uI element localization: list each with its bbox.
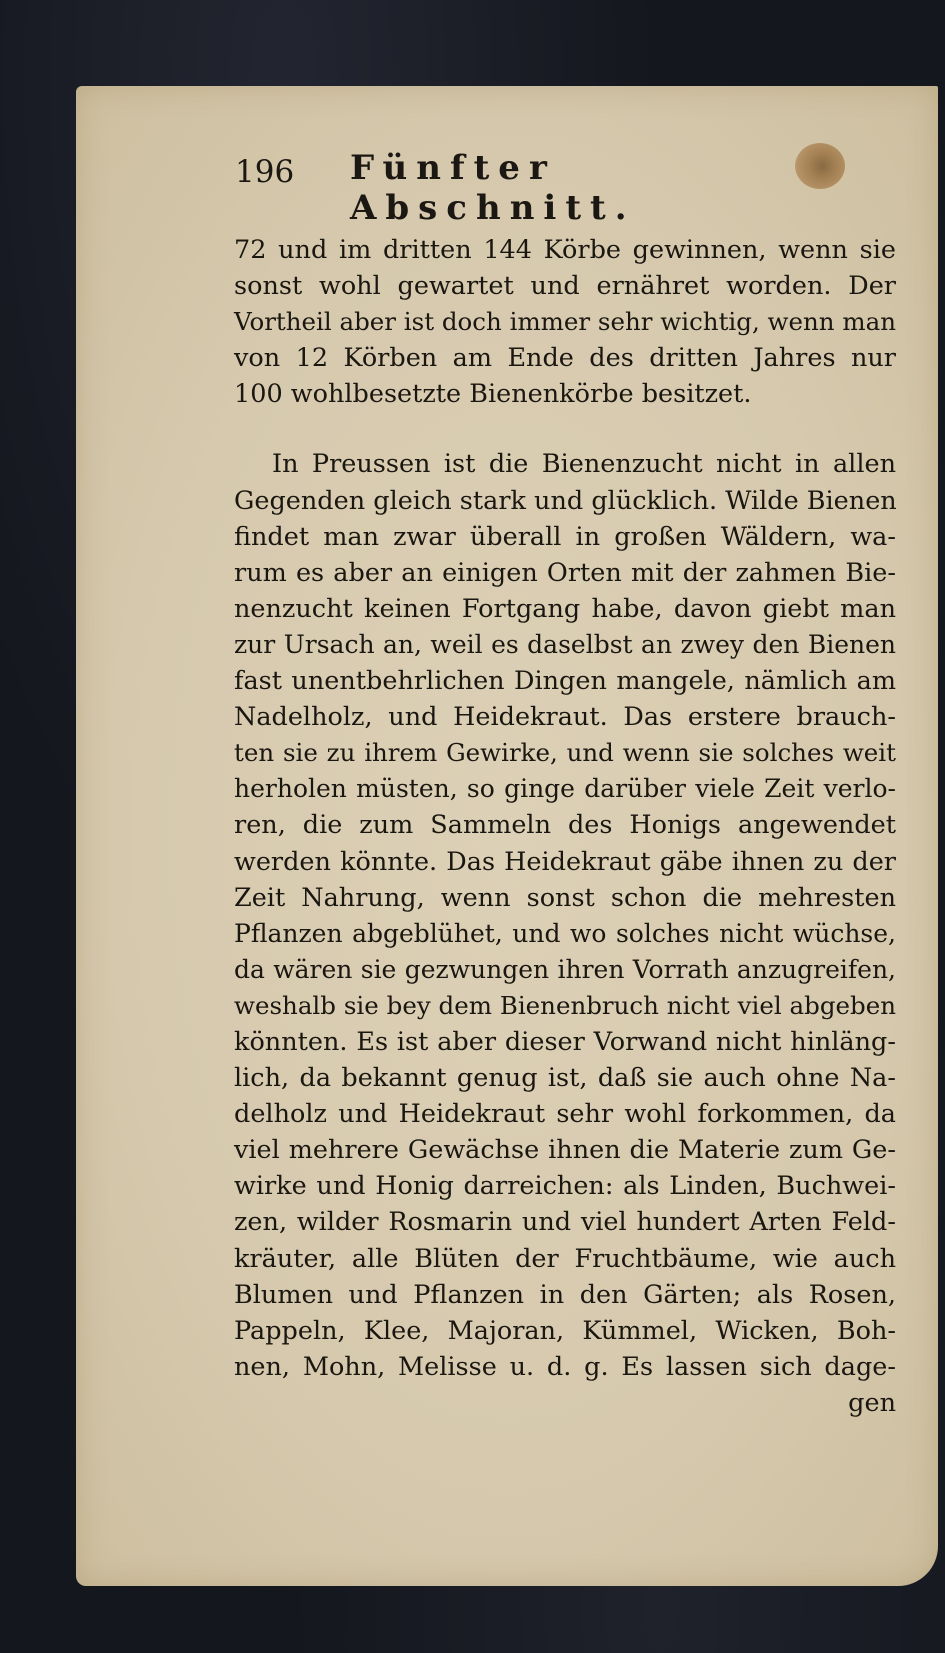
text-line: ren, die zum Sammeln des Honigs angewendet <box>234 810 896 841</box>
text-line: ten sie zu ihrem Gewirke, und wenn sie solches weit <box>234 738 896 768</box>
text-line: Vortheil aber ist doch immer sehr wichtig, wenn man <box>234 307 896 337</box>
text-line: lich, da bekannt genug ist, daß sie auch ohne Na- <box>234 1063 896 1094</box>
text-line: 100 wohlbesetzte Bienenkörbe besitzet. <box>234 379 752 410</box>
paragraph-gap <box>234 412 896 446</box>
text-line: Nadelholz, und Heidekraut. Das erstere brauch- <box>234 702 896 733</box>
text-line: Pappeln, Klee, Majoran, Kümmel, Wicken, Boh- <box>234 1315 896 1346</box>
text-line: Blumen und Pflanzen in den Gärten; als Rosen, <box>234 1279 896 1310</box>
text-line: zen, wilder Rosmarin und viel hundert Arten Feld- <box>234 1207 896 1238</box>
text-line: herholen müsten, so ginge darüber viele Zeit verlo- <box>234 774 896 804</box>
running-title: Fünfter Abschnitt. <box>350 148 636 228</box>
text-line: sonst wohl gewartet und ernähret worden. Der <box>234 271 896 302</box>
text-line: Gegenden gleich stark und glücklich. Wilde Bienen <box>234 485 897 516</box>
text-line: werden könnte. Das Heidekraut gäbe ihnen zu der <box>234 846 896 877</box>
text-line: könnten. Es ist aber dieser Vorwand nicht hinläng- <box>234 1026 896 1057</box>
text-line: zur Ursach an, weil es daselbst an zwey den Bienen <box>234 629 896 659</box>
body-text <box>234 232 896 1421</box>
text-line: kräuter, alle Blüten der Fruchtbäume, wie auch <box>234 1243 896 1274</box>
text-line: da wären sie gezwungen ihren Vorrath anzugreifen, <box>234 954 896 984</box>
text-line: delholz und Heidekraut sehr wohl forkommen, da <box>234 1099 896 1130</box>
text-line: Pflanzen abgeblühet, und wo solches nicht wüchse, <box>234 918 896 948</box>
catchword: gen <box>848 1387 896 1418</box>
page-header <box>235 148 835 228</box>
text-line: weshalb sie bey dem Bienenbruch nicht viel abgeben <box>234 990 896 1020</box>
text-line: viel mehrere Gewächse ihnen die Materie zum Ge- <box>234 1135 896 1166</box>
text-line: von 12 Körben am Ende des dritten Jahres nur <box>234 343 896 374</box>
text-line: nen, Mohn, Melisse u. d. g. Es lassen sich dage- <box>234 1351 896 1382</box>
text-line: Zeit Nahrung, wenn sonst schon die mehresten <box>234 882 896 913</box>
text-line: wirke und Honig darreichen: als Linden, Buchwei- <box>234 1171 896 1202</box>
text-line: findet man zwar überall in großen Wäldern, wa- <box>234 521 896 552</box>
text-line: rum es aber an einigen Orten mit der zahmen Bie- <box>234 557 896 588</box>
text-line: fast unentbehrlichen Dingen mangele, nämlich am <box>234 666 896 697</box>
page-number: 196 <box>235 154 295 190</box>
text-line: In Preussen ist die Bienenzucht nicht in allen <box>272 449 896 480</box>
text-line: nenzucht keinen Fortgang habe, davon giebt man <box>234 593 896 624</box>
text-line: 72 und im dritten 144 Körbe gewinnen, wenn sie <box>234 235 896 265</box>
